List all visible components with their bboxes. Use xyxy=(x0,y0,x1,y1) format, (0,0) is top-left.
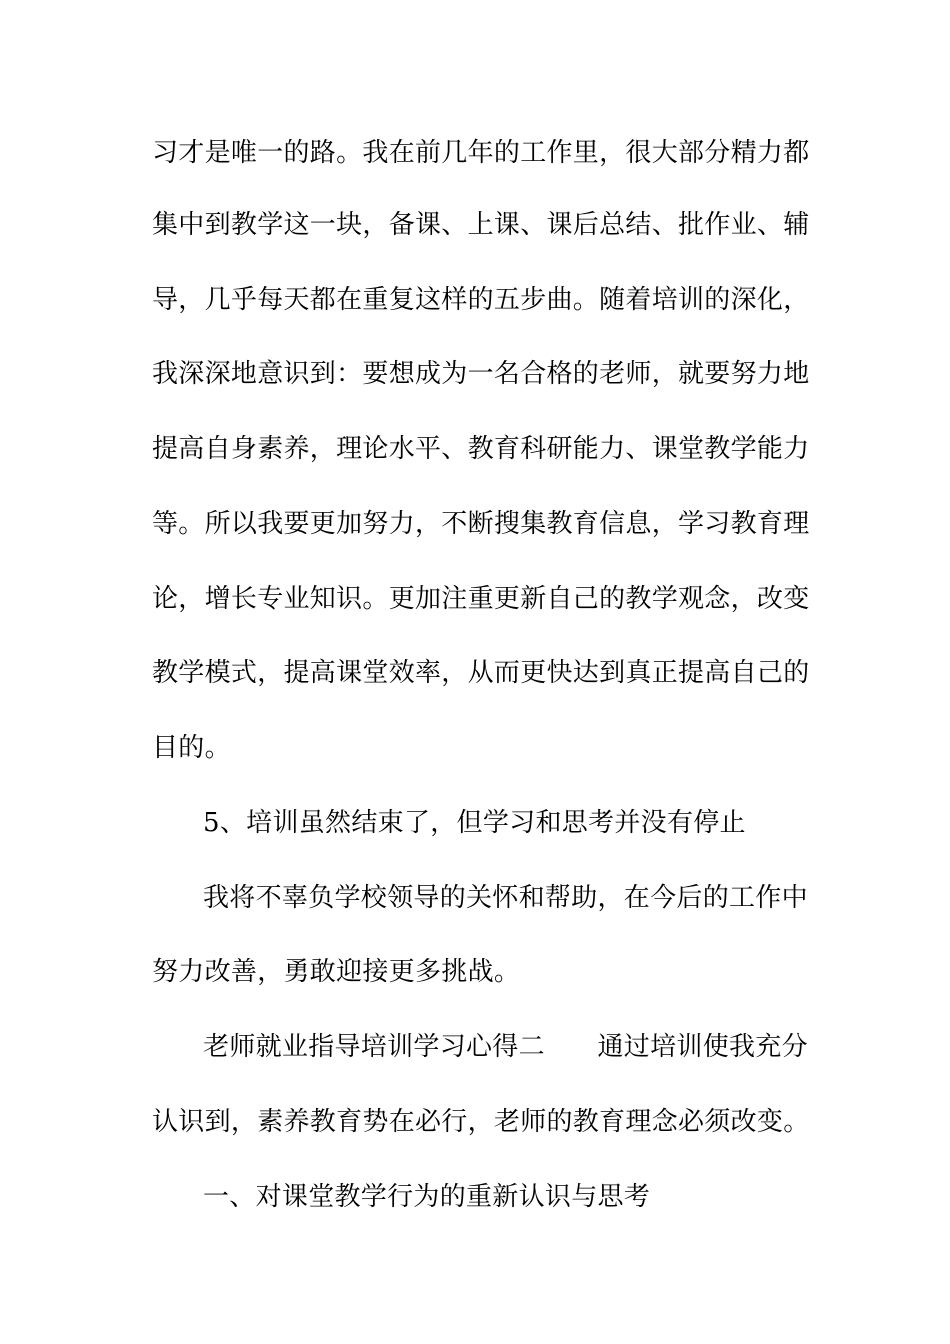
paragraph-line: 论，增长专业知识。更加注重更新自己的教学观念，改变 xyxy=(152,584,810,614)
paragraph-line: 教学模式，提高课堂效率，从而更快达到真正提高自己的 xyxy=(152,658,810,688)
paragraph-line: 老师就业指导培训学习心得二 通过培训使我充分 xyxy=(203,1032,808,1062)
paragraph-line: 我深深地意识到：要想成为一名合格的老师，就要努力地 xyxy=(152,359,810,389)
paragraph-line: 导，几乎每天都在重复这样的五步曲。随着培训的深化， xyxy=(152,285,810,315)
paragraph-line: 习才是唯一的路。我在前几年的工作里，很大部分精力都 xyxy=(152,138,810,168)
paragraph-line: 提高自身素养，理论水平、教育科研能力、课堂教学能力 xyxy=(152,434,810,464)
paragraph-line: 认识到，素养教育势在必行，老师的教育理念必须改变。 xyxy=(152,1107,810,1137)
section-heading: 5、培训虽然结束了，但学习和思考并没有停止 xyxy=(203,808,746,838)
paragraph-line: 目的。 xyxy=(152,733,231,763)
paragraph-line: 等。所以我要更加努力，不断搜集教育信息，学习教育理 xyxy=(152,509,810,539)
paragraph-line: 集中到教学这一块，备课、上课、课后总结、批作业、辅 xyxy=(152,210,810,240)
section-heading: 一、对课堂教学行为的重新认识与思考 xyxy=(203,1182,651,1212)
paragraph-line: 我将不辜负学校领导的关怀和帮助，在今后的工作中 xyxy=(203,883,808,913)
paragraph-line: 努力改善，勇敢迎接更多挑战。 xyxy=(152,957,521,987)
